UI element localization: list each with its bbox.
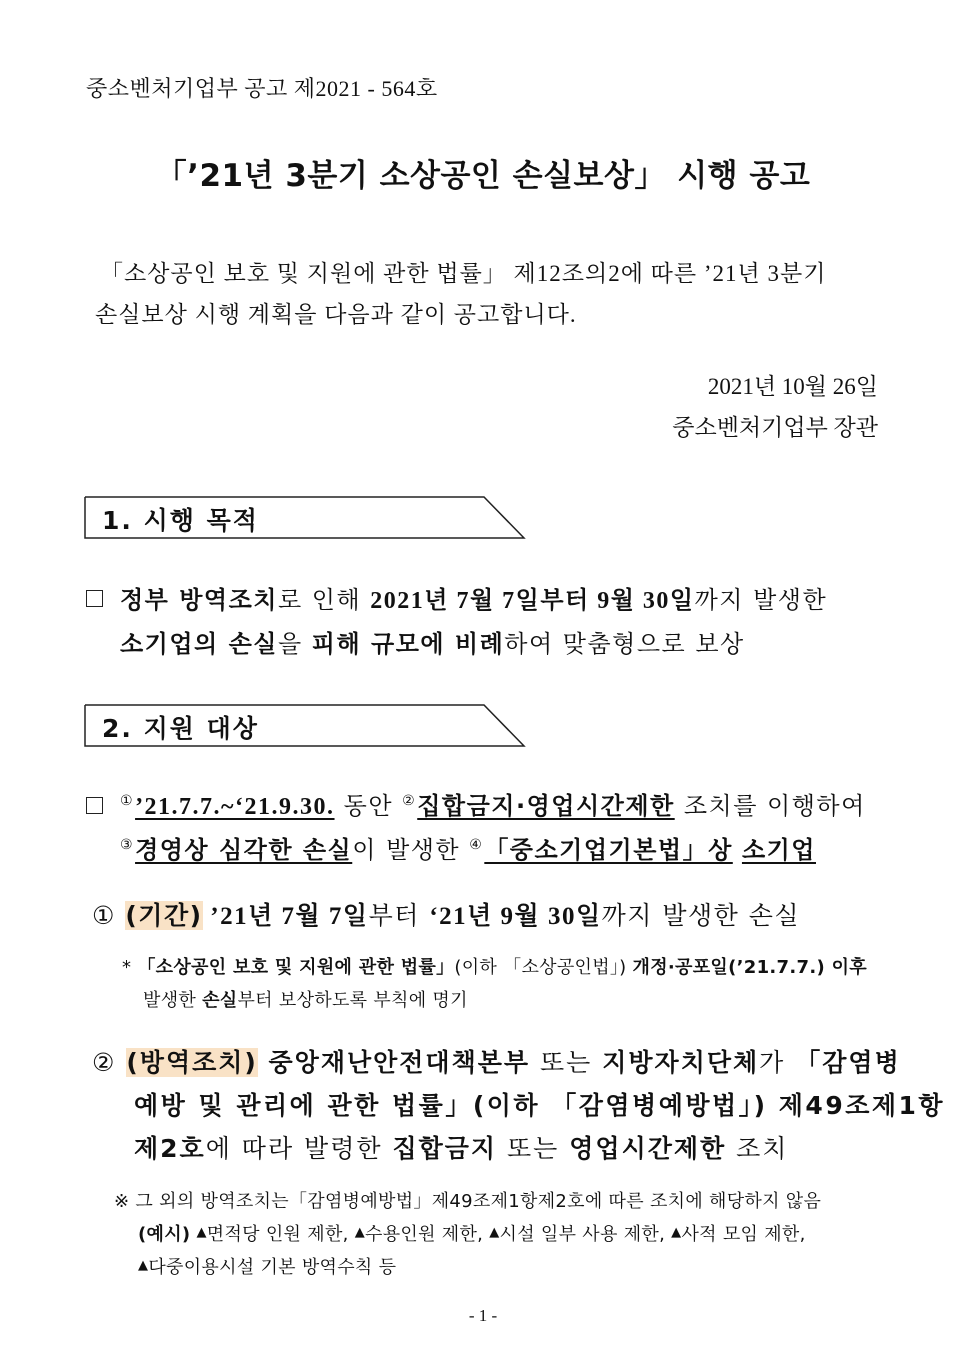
text-plain: 부터 보상하도록 부칙에 명기 [237, 990, 468, 1011]
text-plain: 발생한 [143, 990, 203, 1011]
text-plain: 또는 [530, 1048, 603, 1077]
text-plain: 에 따라 발령한 [205, 1134, 393, 1163]
triangle-bullet-icon: ▲ [354, 1225, 365, 1240]
text-plain: 을 [277, 630, 312, 658]
triangle-bullet-icon: ▲ [138, 1258, 149, 1273]
text-plain [733, 836, 742, 864]
intro-line-2: 손실보상 시행 계획을 다음과 같이 공고합니다. [95, 302, 577, 327]
text-plain: 이 발생한 [352, 836, 470, 864]
text-plain: 그 외의 방역조치는「감염병예방법」제49조제1항제2호에 따른 조치에 해당하지 않음 [135, 1191, 822, 1212]
text-loss: 손실 [202, 990, 238, 1011]
text-plain: 조치 [726, 1134, 789, 1163]
section-1-line-2 [120, 624, 745, 659]
triangle-bullet-icon: ▲ [196, 1225, 207, 1240]
text-example: 다중이용시설 기본 방역수칙 등 [148, 1257, 397, 1278]
text-proportional: 피해 규모에 비례 [311, 630, 505, 658]
text-plain: 까지 발생한 [694, 586, 828, 614]
text-promulgation-date: 개정·공포일(’21.7.7.) 이후 [632, 957, 867, 978]
section-2-heading-box [84, 704, 524, 746]
text-government-measures: 정부 방역조치 [120, 586, 278, 614]
text-restriction-measures: 집합금지·영업시간제한 [417, 792, 675, 820]
text-plain: 동안 [334, 792, 403, 820]
text-local-gov: 지방자치단체 [602, 1048, 760, 1077]
note-2-line-3 [138, 1253, 396, 1279]
text-act-name: 「소상공인 보호 및 지원에 관한 법률」 [137, 957, 455, 978]
page-number: - 1 - [468, 1306, 498, 1325]
example-label: (예시) [138, 1224, 191, 1245]
item-2-line-2: 예방 및 관리에 관한 법률」(이하 「감염병예방법」) 제49조제1항 [134, 1091, 946, 1120]
section-1-heading: 1. 시행 목적 [102, 506, 259, 535]
text-sme-act: 「중소기업기본법」상 [484, 836, 733, 864]
section-2-line-2 [120, 830, 816, 865]
note-1-line-1 [122, 953, 867, 979]
item-2-line-3 [134, 1129, 788, 1165]
text-clause-2: 제2호 [134, 1134, 206, 1163]
text-plain: 하여 맞춤형으로 보상 [504, 630, 745, 658]
text-small-business: 소기업 [741, 836, 816, 864]
text-plain: 까지 발생한 손실 [601, 901, 801, 930]
text-start-date: ’21년 7월 7일 [202, 903, 369, 930]
section-2-line-1 [120, 786, 866, 821]
item-1-marker: ① [92, 901, 116, 930]
item-2-label: (방역조치) [126, 1048, 258, 1077]
triangle-bullet-icon: ▲ [671, 1225, 682, 1240]
item-2-line-1 [92, 1043, 901, 1079]
circled-number: ② [402, 793, 417, 809]
text-small-business-loss: 소기업의 손실 [120, 630, 278, 658]
text-plain: 부터 [368, 901, 430, 930]
text-support-period: ’21.7.7.~‘21.9.30. [135, 794, 335, 820]
circled-number: ③ [120, 837, 135, 853]
text-gathering-ban: 집합금지 [392, 1134, 498, 1163]
section-2-heading: 2. 지원 대상 [102, 714, 259, 743]
checkbox-icon [86, 590, 103, 607]
document-title: 「’21년 3분기 소상공인 손실보상」 시행 공고 [155, 158, 811, 194]
text-hour-restriction: 영업시간제한 [569, 1134, 727, 1163]
text-example: 시설 일부 사용 제한, [499, 1224, 672, 1245]
text-example: 수용인원 제한, [365, 1224, 490, 1245]
reference-mark: ※ [114, 1191, 130, 1212]
note-1-line-2 [143, 986, 468, 1012]
minister-signature: 중소벤처기업부 장관 [672, 415, 878, 440]
text-plain: 가 [759, 1048, 796, 1077]
text-period: 2021년 7월 7일부터 9월 30일 [370, 588, 695, 614]
notice-date: 2021년 10월 26일 [707, 374, 878, 399]
note-star: * [122, 957, 132, 978]
text-central-hq: 중앙재난안전대책본부 [257, 1048, 531, 1077]
text-plain: 또는 [497, 1134, 570, 1163]
text-plain: 로 인해 [277, 586, 371, 614]
text-serious-loss: 경영상 심각한 손실 [135, 836, 353, 864]
note-2-line-1 [114, 1187, 821, 1213]
item-1-label: (기간) [125, 901, 203, 930]
note-2-line-2 [138, 1220, 806, 1246]
text-plain: (이하 「소상공인법」) [454, 957, 633, 978]
text-infectious-act: 「감염병 [795, 1048, 901, 1077]
circled-number: ④ [469, 837, 484, 853]
notice-number: 중소벤처기업부 공고 제2021 - 564호 [86, 76, 438, 101]
text-example: 사적 모임 제한, [681, 1224, 806, 1245]
text-plain: 조치를 이행하여 [674, 792, 866, 820]
section-1-heading-box [84, 496, 524, 538]
triangle-bullet-icon: ▲ [489, 1225, 500, 1240]
item-1-line [92, 896, 800, 932]
text-end-date: ‘21년 9월 30일 [429, 903, 602, 930]
text-example: 면적당 인원 제한, [206, 1224, 355, 1245]
intro-line-1: 「소상공인 보호 및 지원에 관한 법률」 제12조의2에 따른 ’21년 3분기 [100, 261, 827, 286]
checkbox-icon [86, 797, 103, 814]
circled-number: ① [120, 793, 135, 809]
section-1-line-1 [120, 580, 827, 615]
item-2-marker: ② [92, 1048, 117, 1077]
